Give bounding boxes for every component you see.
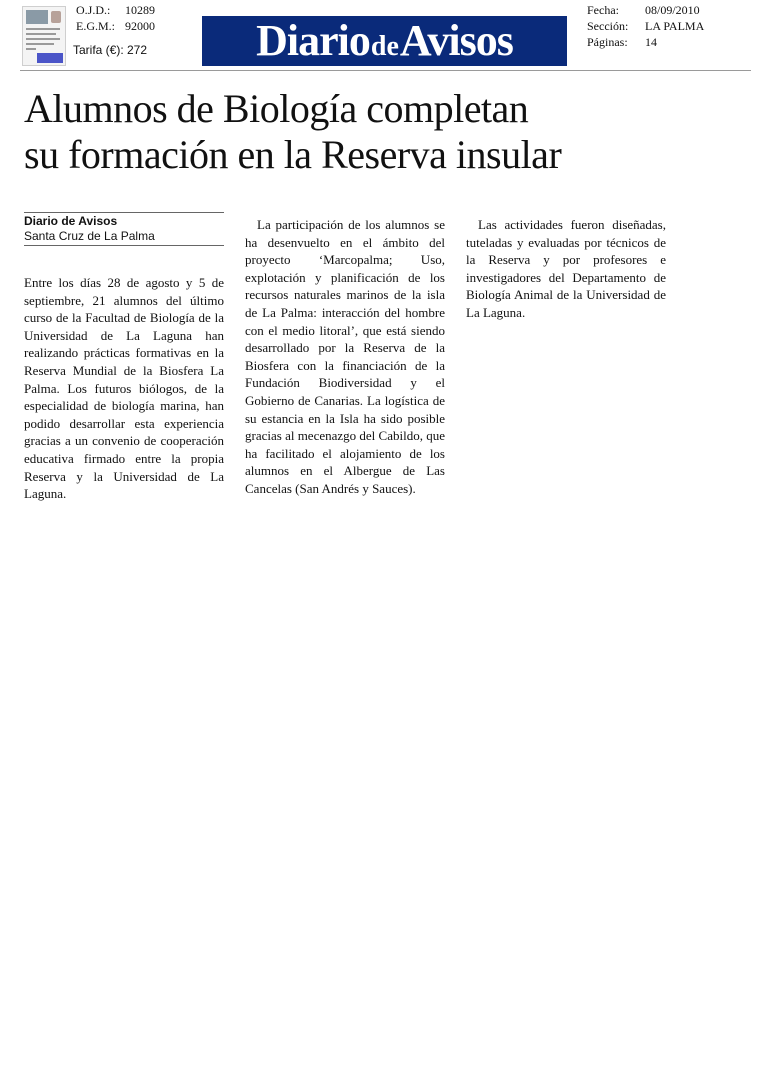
paginas-row: Páginas: 14: [587, 35, 657, 49]
fecha-row: Fecha: 08/09/2010: [587, 3, 700, 17]
column-3: [466, 216, 666, 322]
author: Diario de Avisos: [24, 214, 118, 228]
paragraph-1: Entre los días 28 de agosto y 5 de septiembre, 21 alumnos del último curso de la Facultad de Biología de la Universidad de La Laguna han realizando prácticas formativas en la Reserva Mundial de la Biosfera La Palma. Los futuros biólogos, de la especialidad de biología marina, han podido desarrollar esta experiencia gracias a un convenio de cooperación educativa firmado entre la propia Reserva y la Universidad de La Laguna.: [24, 275, 224, 502]
location: Santa Cruz de La Palma: [24, 229, 155, 243]
audience-meta: [76, 2, 155, 34]
header-divider: [20, 70, 751, 71]
column-2: [245, 216, 445, 498]
seccion-row: Sección: LA PALMA: [587, 19, 705, 33]
ojd-row: O.J.D.: 10289: [76, 3, 155, 17]
page-thumbnail: [22, 6, 66, 66]
newspaper-logo: DiariodeAvisos: [202, 16, 567, 66]
article-headline: Alumnos de Biología completan su formación en la Reserva insular: [24, 86, 562, 177]
column-1: [24, 216, 224, 503]
byline: [24, 212, 224, 246]
clipping-header: [0, 0, 769, 72]
publication-meta: [587, 2, 704, 50]
tarifa: Tarifa (€): 272: [73, 43, 148, 57]
paragraph-3: Las actividades fueron diseñadas, tuteladas y evaluadas por técnicos de la Reserva y por profesores e investigadores del Departamento de Biología Animal de la Universidad de La Laguna.: [466, 217, 666, 320]
egm-row: E.G.M.: 92000: [76, 19, 155, 33]
paragraph-2: La participación de los alumnos se ha desenvuelto en el ámbito del proyecto ‘Marcopalma; Uso, explotación y planificación de los recursos naturales marinos de la isla de La Palma: interacción del hombre con el medio litoral’, que está siendo desarrollado por la Reserva de la Biosfera con la financiación de la Fundación Biodiversidad y el Gobierno de Canarias. La logística de su estancia en la Isla ha sido posible gracias al mecenazgo del Cabildo, que ha facilitado el alojamiento de los alumnos en el Albergue de Las Cancelas (San Andrés y Sauces).: [245, 217, 445, 496]
